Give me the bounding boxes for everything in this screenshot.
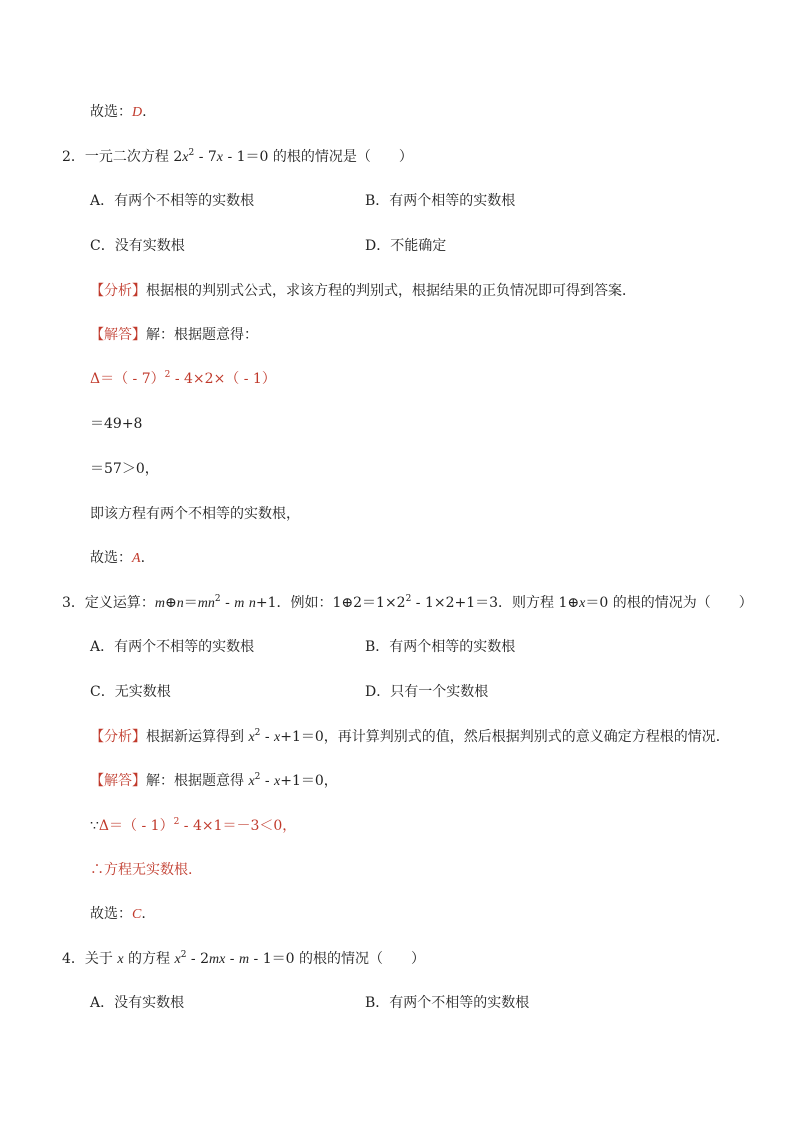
solution-tag: 【解答】 — [90, 773, 146, 789]
q3-analysis — [90, 727, 730, 748]
var-n: n — [248, 596, 256, 611]
operator: ⊕ — [165, 595, 177, 611]
solution-text: 解：根据题意得： — [146, 327, 258, 343]
var-x: x — [117, 952, 124, 967]
answer-period: . — [140, 550, 146, 566]
stem-text: 关于 — [84, 951, 118, 967]
minus: - — [260, 773, 275, 789]
q3-option-a: A．有两个不相等的实数根 — [90, 639, 255, 655]
stem-text: - 1×2+1＝3．则方程 1⊕ — [411, 595, 580, 611]
q2-option-d: D．不能确定 — [365, 238, 447, 254]
intro-answer — [90, 102, 147, 123]
answer-period: . — [142, 104, 147, 120]
q4-option-a: A．没有实数根 — [90, 995, 185, 1011]
answer-label: 故选： — [90, 550, 132, 566]
analysis-text: 根据新运算得到 — [146, 729, 249, 745]
stem-text: - 2 — [186, 951, 209, 967]
calc-text: - 4×2×（ - 1） — [170, 371, 276, 387]
q2-solution — [90, 325, 258, 345]
analysis-text: 根据根的判别式公式，求该方程的判别式，根据结果的正负情况即可得到答案． — [146, 283, 636, 299]
var-x: x — [579, 596, 586, 611]
var-x: x — [248, 730, 255, 745]
stem-text: 的方程 — [123, 951, 175, 967]
q2-calc-1 — [90, 369, 276, 389]
calc-text: - 4×1＝－3＜0， — [179, 818, 297, 834]
q3-solution — [90, 771, 338, 792]
q2-conclusion: 即该方程有两个不相等的实数根， — [90, 506, 300, 522]
answer-letter: D — [132, 105, 143, 120]
q3-therefore: ∴方程无实数根. — [90, 862, 193, 878]
q3-option-d: D．只有一个实数根 — [365, 684, 489, 700]
answer-letter: A — [132, 551, 141, 566]
q3-answer — [90, 904, 146, 925]
stem-text: - 1＝0 的根的情况（ ） — [249, 951, 425, 967]
question-3-stem — [62, 593, 753, 614]
analysis-tag: 【分析】 — [90, 283, 146, 299]
var-x: x — [174, 952, 181, 967]
q3-option-c: C．无实数根 — [90, 684, 171, 700]
stem-text: - 1＝0 的根的情况是（ ） — [223, 149, 413, 165]
var-x: x — [274, 730, 281, 745]
stem-text: - 7 — [194, 149, 217, 165]
q4-option-b: B．有两个不相等的实数根 — [365, 995, 530, 1011]
minus: - — [225, 951, 239, 967]
equals: ＝ — [183, 595, 198, 611]
var-n: n — [176, 596, 184, 611]
solution-text: 解：根据题意得 — [146, 773, 249, 789]
calc-text: Δ＝（ - 1） — [98, 818, 174, 834]
analysis-text: +1＝0，再计算判别式的值，然后根据判别式的意义确定方程根的情况． — [280, 729, 730, 745]
stem-text: 定义运算： — [84, 595, 155, 611]
answer-label: 故选： — [90, 104, 132, 120]
minus: - — [220, 595, 235, 611]
question-number: 3． — [62, 595, 85, 611]
stem-text: ＝0 的根的情况为（ ） — [585, 595, 753, 611]
because-symbol: ∵ — [90, 818, 99, 834]
coef: 2 — [173, 149, 183, 165]
q2-calc-2: ＝49+8 — [90, 416, 143, 432]
answer-period: . — [141, 906, 146, 922]
q2-calc-3: ＝57＞0， — [90, 461, 159, 477]
var-m: m — [238, 952, 250, 967]
q3-because — [90, 816, 296, 836]
exponent: 2 — [405, 594, 412, 604]
analysis-tag: 【分析】 — [90, 729, 146, 745]
exponent: 2 — [188, 148, 195, 158]
exponent: 2 — [173, 817, 180, 827]
stem-text: 一元二次方程 — [84, 149, 174, 165]
calc-text: Δ＝（ - 7） — [90, 371, 165, 387]
q2-answer — [90, 548, 145, 569]
minus: - — [260, 729, 275, 745]
q2-option-b: B．有两个相等的实数根 — [365, 193, 516, 209]
var-mn: mn — [197, 596, 215, 611]
exponent: 2 — [254, 728, 261, 738]
var-x: x — [248, 774, 255, 789]
solution-text: +1＝0， — [280, 773, 338, 789]
exponent: 2 — [180, 950, 187, 960]
answer-label: 故选： — [90, 906, 132, 922]
question-number: 2． — [62, 149, 85, 165]
solution-tag: 【解答】 — [90, 327, 146, 343]
question-2-stem — [62, 147, 413, 168]
var-x: x — [274, 774, 281, 789]
stem-text: +1．例如：1⊕2＝1×2 — [255, 595, 406, 611]
question-number: 4． — [62, 951, 85, 967]
q3-option-b: B．有两个相等的实数根 — [365, 639, 516, 655]
exponent: 2 — [254, 772, 261, 782]
question-4-stem — [62, 949, 425, 970]
var-x: x — [182, 150, 189, 165]
var-mx: mx — [209, 952, 226, 967]
q2-analysis — [90, 281, 636, 301]
var-x: x — [216, 150, 224, 165]
var-m: m — [154, 596, 166, 611]
q2-option-a: A．有两个不相等的实数根 — [90, 193, 255, 209]
var-m: m — [234, 596, 245, 611]
answer-letter: C — [132, 907, 142, 922]
exponent: 2 — [214, 594, 221, 604]
q2-option-c: C．没有实数根 — [90, 238, 185, 254]
exponent: 2 — [164, 370, 171, 380]
